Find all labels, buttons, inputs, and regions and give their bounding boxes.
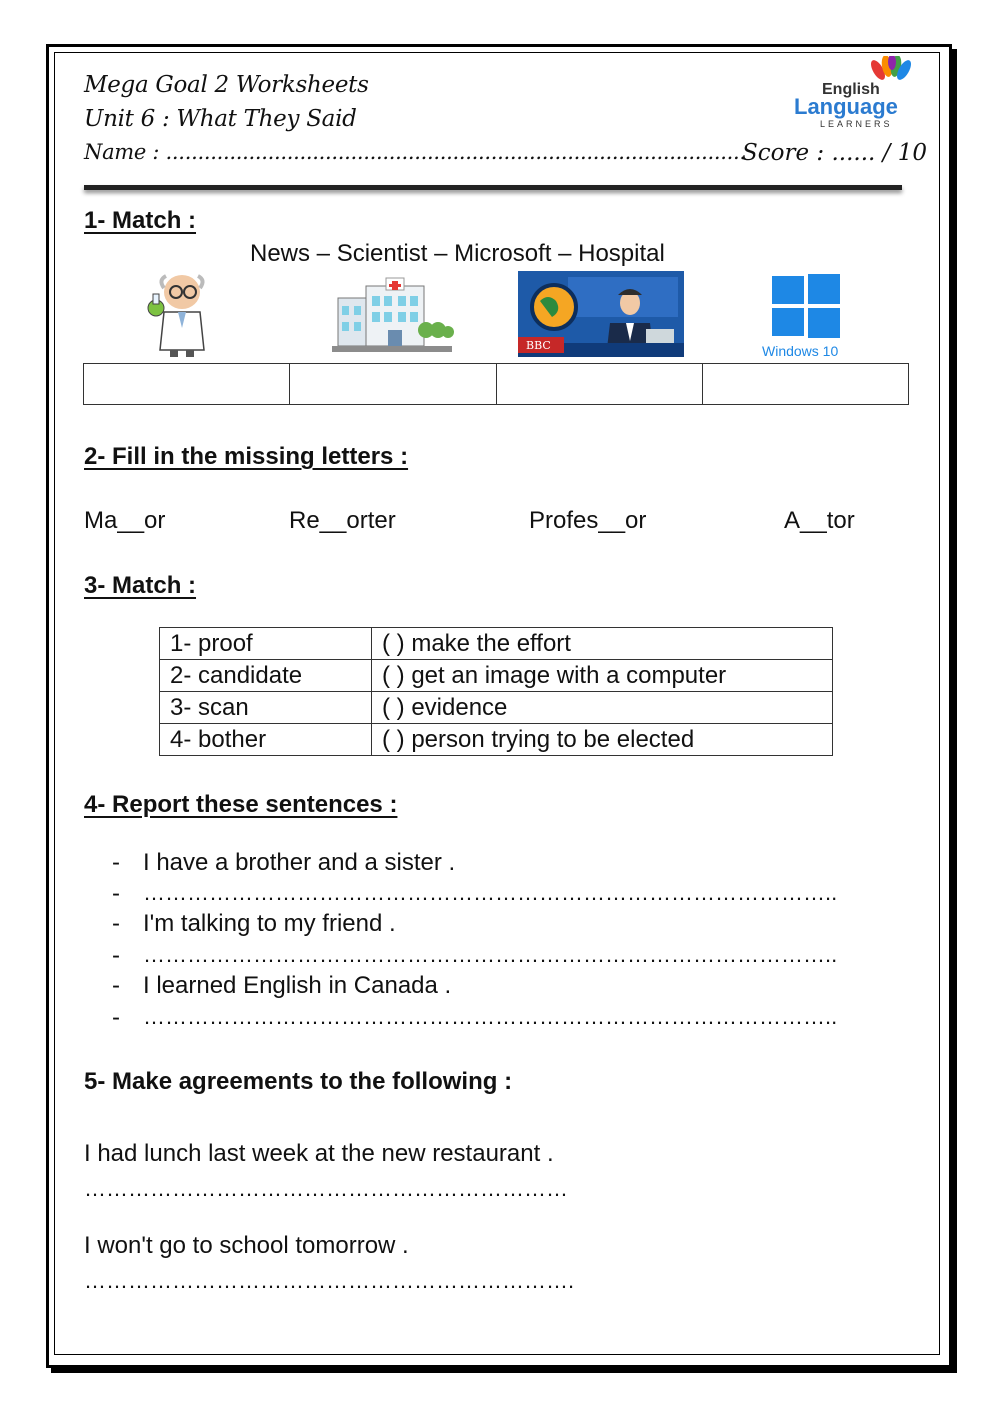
windows-icon <box>772 274 840 338</box>
q2-heading: 2- Fill in the missing letters : <box>84 443 409 470</box>
unit-title: Unit 6 : What They Said <box>84 106 357 132</box>
q3-term: 2- candidate <box>160 660 372 692</box>
q1-answer-box-1[interactable] <box>84 364 290 405</box>
hospital-image <box>330 276 454 354</box>
q4-answer-line-3[interactable]: ………………………………………………………………………………….. <box>143 1004 838 1029</box>
q4-sentence-3: I learned English in Canada . <box>143 972 452 999</box>
english-language-learners-logo <box>792 56 916 130</box>
q2-word-3: Profes__or <box>529 507 647 534</box>
q5-sentence-1: I had lunch last week at the new restaurant . <box>84 1140 554 1167</box>
q4-answer-line-1[interactable]: ………………………………………………………………………………….. <box>143 880 838 905</box>
q3-definition[interactable]: ( ) person trying to be elected <box>372 724 833 756</box>
q3-row <box>160 660 833 692</box>
q2-word-1: Ma__or <box>84 507 166 534</box>
q3-row <box>160 692 833 724</box>
name-line: Name : ........................................................................................... <box>84 140 746 164</box>
q5-answer-line-1[interactable]: ………………………………………………………… <box>84 1176 568 1201</box>
windows-logo-image <box>758 272 854 360</box>
q4-bullet: - <box>112 942 120 969</box>
q4-sentence-2: I'm talking to my friend . <box>143 910 396 937</box>
q3-row <box>160 724 833 756</box>
q1-word-bank: News – Scientist – Microsoft – Hospital <box>250 240 665 267</box>
q3-definition[interactable]: ( ) evidence <box>372 692 833 724</box>
q3-row <box>160 628 833 660</box>
q3-match-table <box>159 627 833 756</box>
q3-term: 4- bother <box>160 724 372 756</box>
q3-heading: 3- Match : <box>84 572 197 599</box>
q2-word-2: Re__orter <box>289 507 396 534</box>
q3-term: 3- scan <box>160 692 372 724</box>
logo-word-language: Language <box>794 94 898 119</box>
logo-word-learners: LEARNERS <box>820 119 893 129</box>
q4-bullet: - <box>112 1004 120 1031</box>
scientist-image <box>142 272 218 358</box>
q4-bullet: - <box>112 880 120 907</box>
q1-answer-box-3[interactable] <box>496 364 702 405</box>
q5-sentence-2: I won't go to school tomorrow . <box>84 1232 409 1259</box>
q4-bullet: - <box>112 910 120 937</box>
q4-answer-line-2[interactable]: ………………………………………………………………………………….. <box>143 942 838 967</box>
q3-term: 1- proof <box>160 628 372 660</box>
logo-word-english: English <box>822 81 880 98</box>
q5-answer-line-2[interactable]: …………………………………………………………. <box>84 1268 575 1293</box>
q4-heading: 4- Report these sentences : <box>84 791 398 818</box>
score-line: Score : ...... / 10 <box>742 140 927 166</box>
q1-answer-box-2[interactable] <box>290 364 496 405</box>
q4-sentence-1: I have a brother and a sister . <box>143 849 456 876</box>
worksheet-title: Mega Goal 2 Worksheets <box>84 72 369 98</box>
header-divider <box>84 185 902 190</box>
q4-bullet: - <box>112 972 120 999</box>
windows-10-label: Windows 10 <box>762 343 839 359</box>
bbc-label: BBC <box>526 339 551 352</box>
hands-icon <box>868 56 914 82</box>
q5-heading: 5- Make agreements to the following : <box>84 1068 513 1095</box>
news-anchor-image <box>518 271 684 357</box>
q3-definition[interactable]: ( ) get an image with a computer <box>372 660 833 692</box>
q1-answer-box-4[interactable] <box>702 364 908 405</box>
q2-word-4: A__tor <box>784 507 855 534</box>
q1-heading: 1- Match : <box>84 207 197 234</box>
q3-definition[interactable]: ( ) make the effort <box>372 628 833 660</box>
q4-bullet: - <box>112 849 120 876</box>
q1-answer-boxes <box>83 363 909 405</box>
